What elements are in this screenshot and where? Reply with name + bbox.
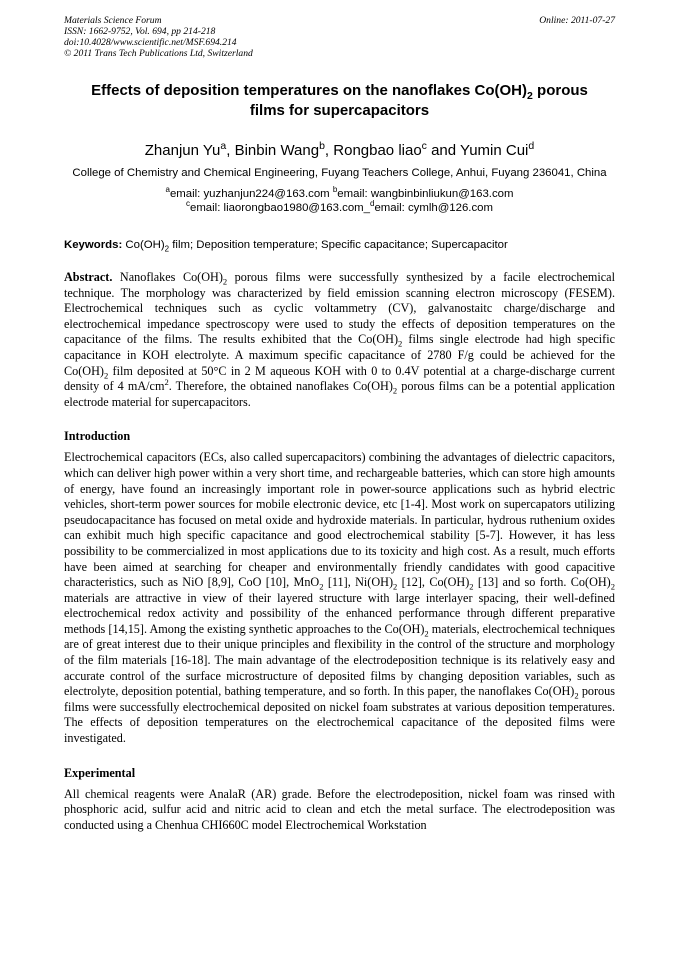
abstract-text: porous films were successfully synthesized by a facile electrochemical technique. The morphology was characterized by field emission scanning electron microscopy (FESEM). Electrochemical techniques such as cyclic voltammetry (CV), galvanostaitc charge/discharge and electrochemical impedance spectroscopy were used to study the effects of deposition temperatures on the capacitance of the films. The results exhibited that the Co(OH) [64,270,615,347]
paper-title [64,81,615,121]
email-c: email: liaorongbao1980@163.com_ [189,202,370,214]
subscript: 2 [319,581,324,592]
abstract-text: films single electrode had high specific capacitance in KOH electrolyte. A maximum specific capacitance of 2780 F/g could be achieved for the Co(OH) [64,332,615,378]
title-text-2: porous [532,82,588,99]
journal-header [64,0,615,59]
title-text-1: Effects of deposition temperatures on the nanoflakes Co(OH) [91,82,528,99]
subscript: 2 [610,581,616,592]
email-line-2 [64,201,615,215]
author-mark: c [421,140,427,152]
intro-text: Electrochemical capacitors (ECs, also called supercapacitors) combining the advantages of dielectric capacitors, which can deliver high power within a very short time, and rechargeable batteries, which can store high amounts of energy, have found an increasingly important role in power-source applications such as hybrid electric vehicles, short-term power sources for mobile electronic device, etc [1-4]. Most work on supercapators utilizing pseudocapacitance has focused on metal oxide and hydroxide materials. In particular, hydrous ruthenium oxides can exhibit much high specific capacitance and good electrochemical stability [5-7]. However, it has less possibility to be commercialized in most applications due to its toxicity and high cost. As a result, much efforts have been aimed at searching for cheaper and environmentally friendly candidates with good capacitive characteristics, such as NiO [8,9], CoO [10], MnO [64,450,615,590]
intro-text: [12], Co(OH) [397,575,470,590]
subscript: 2 [574,690,579,701]
email-block [64,187,615,215]
author-name: Rongbao liao [333,142,422,159]
online-date: Online: 2011-07-27 [539,15,615,26]
author-mark: d [528,140,535,152]
author-name: Zhanjun Yu [144,142,221,159]
author-separator: , [324,142,334,159]
subscript: 2 [222,276,228,287]
intro-text: materials are attractive in view of their layered structure with large interlayer spacing, their well-defined electrochemical redox activity and possibility of the enhanced performance through different preparative methods [14,15]. Among the existing synthetic approaches to the Co(OH) [64,590,615,636]
keywords-text-2: film; Deposition temperature; Specific capacitance; Supercapacitor [169,239,508,251]
email-mark: b [332,185,338,195]
abstract-text: porous films can be a potential application electrode material for supercapacitors. [64,379,615,409]
email-mark: d [370,199,375,209]
author-separator: , [226,142,235,159]
abstract-text: film deposited at 50°C in 2 M aqueous KOH with 0 to 0.4V potential at a charge-discharge current density of 4 mA/cm [64,363,615,394]
author-mark: a [220,140,227,152]
email-a: email: yuzhanjun224@163.com [169,188,333,200]
abstract-label: Abstract. [64,270,113,284]
subscript: 2 [393,581,398,592]
experimental-heading: Experimental [64,765,136,780]
superscript: 2 [164,377,169,388]
keywords [64,238,615,253]
journal-name: Materials Science Forum [64,15,162,26]
keywords-text-1: Co(OH) [122,239,165,251]
journal-doi: doi:10.4028/www.scientific.net/MSF.694.214 [64,37,237,48]
email-mark: a [165,185,170,195]
intro-text: materials, electrochemical techniques are of great interest due to their unique principles and flexibility in the control of the structure and morphology of the film materials [16-18]. The main advantage of the electrodeposition technique is its relatively easy and accurate control of the surface microstructure of deposited films by changing deposition variables, such as electrolyte, deposition potential, bathing temperature, and so forth. In this paper, the nanoflakes Co(OH) [64,621,615,699]
introduction-paragraph [64,450,615,746]
email-b: email: wangbinbinliukun@163.com [337,188,514,200]
subscript: 2 [392,385,398,396]
author-list [64,142,615,160]
keywords-label: Keywords: [64,239,123,251]
keywords-subscript: 2 [164,244,170,254]
experimental-paragraph: All chemical reagents were AnalaR (AR) grade. Before the electrodeposition, nickel foam was rinsed with phosphoric acid, sulfur acid and nitric acid to clean and etch the metal surface. The electrodeposition was conducted using a Chenhua CHI660C model Electrochemical Workstation [64,786,615,832]
email-line-1 [64,187,615,201]
journal-copyright: © 2011 Trans Tech Publications Ltd, Switzerland [64,48,253,59]
subscript: 2 [398,338,403,349]
intro-text: [11], Ni(OH) [323,575,393,590]
title-line-2: films for supercapacitors [249,102,430,119]
introduction-heading: Introduction [64,429,131,444]
author-separator: and [426,142,461,159]
email-mark: c [186,199,190,209]
intro-text: porous films were successfully electrochemical deposited on nickel foam substrates at various deposition temperatures. The effects of deposition temperatures on the electrochemical capacitance of the deposited films were investigated. [64,684,615,746]
author-mark: b [319,140,325,152]
author-name: Binbin Wang [234,142,320,159]
email-d: email: cymlh@126.com [374,202,493,214]
intro-text: [13] and so forth. Co(OH) [473,575,611,590]
affiliation: College of Chemistry and Chemical Engineering, Fuyang Teachers College, Anhui, Fuyang 236041, China [72,167,607,179]
abstract-text: Nanoflakes Co(OH) [112,270,223,284]
subscript: 2 [469,581,474,592]
abstract-text: . Therefore, the obtained nanoflakes Co(OH) [168,379,393,394]
subscript: 2 [103,370,109,380]
subscript: 2 [424,628,429,639]
author-name: Yumin Cui [460,142,529,159]
title-subscript: 2 [527,90,533,102]
abstract [64,270,615,410]
journal-issn: ISSN: 1662-9752, Vol. 694, pp 214-218 [64,26,216,37]
